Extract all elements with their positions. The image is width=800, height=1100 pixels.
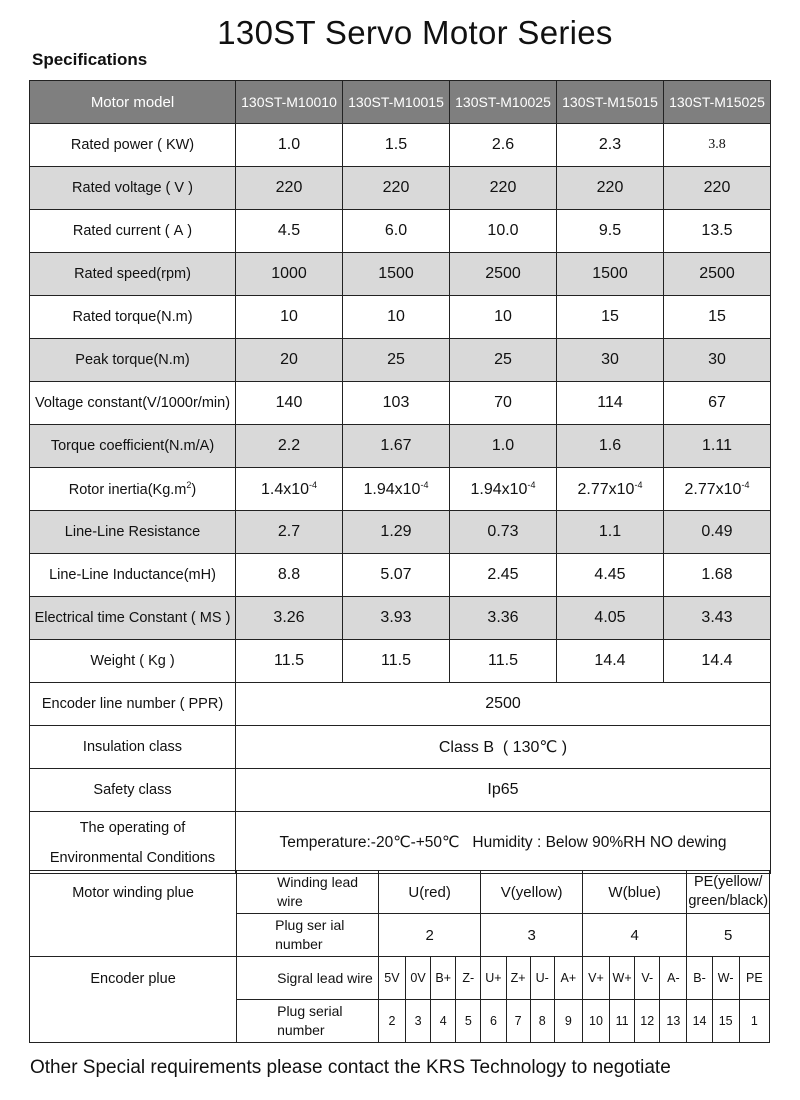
spec-label-text: Rotor inertia(Kg.m <box>68 482 187 498</box>
spec-row <box>30 210 771 253</box>
spec-label: Peak torque(N.m) <box>30 339 236 382</box>
spec-value: 1.68 <box>664 554 771 597</box>
spec-row <box>30 511 771 554</box>
spec-value: 13.5 <box>664 210 771 253</box>
winding-plug-number: 4 <box>582 914 687 957</box>
spec-value: 2.45 <box>450 554 557 597</box>
spec-value: 1.11 <box>664 425 771 468</box>
model-header: 130ST-M10010 <box>236 81 343 124</box>
encoder-plug-number: 11 <box>610 1000 635 1043</box>
encoder-wire: B+ <box>431 957 456 1000</box>
spec-value: 4.45 <box>557 554 664 597</box>
spec-value: 2.6 <box>450 124 557 167</box>
spec-value <box>557 468 664 511</box>
winding-wire: U(red) <box>378 871 481 914</box>
spec-value: 220 <box>450 167 557 210</box>
spec-row <box>30 468 771 511</box>
spec-value-base: 1.4x10 <box>260 480 310 498</box>
spec-value: 11.5 <box>343 640 450 683</box>
spec-value: 11.5 <box>450 640 557 683</box>
encoder-sub-label: Sigral lead wire <box>237 957 379 1000</box>
encoder-wire: V- <box>635 957 660 1000</box>
spec-table <box>29 80 771 874</box>
merged-value: Ip65 <box>236 769 771 812</box>
spec-label: Voltage constant(V/1000r/min) <box>30 382 236 425</box>
winding-wire: V(yellow) <box>481 871 583 914</box>
spec-value: 3.43 <box>664 597 771 640</box>
spec-label-end: ) <box>191 482 197 498</box>
merged-value: 2500 <box>236 683 771 726</box>
spec-value: 220 <box>343 167 450 210</box>
encoder-wire: A+ <box>554 957 582 1000</box>
spec-value: 220 <box>664 167 771 210</box>
environment-label <box>30 812 236 874</box>
spec-row <box>30 124 771 167</box>
spec-label: Electrical time Constant ( MS ) <box>30 597 236 640</box>
spec-value: 1500 <box>557 253 664 296</box>
winding-plug-number: 2 <box>378 914 481 957</box>
spec-label: Weight ( Kg ) <box>30 640 236 683</box>
spec-value <box>664 468 771 511</box>
encoder-wire: 5V <box>378 957 405 1000</box>
encoder-wire: 0V <box>406 957 431 1000</box>
encoder-plug-number: 14 <box>687 1000 712 1043</box>
spec-value: 2.3 <box>557 124 664 167</box>
spec-row <box>30 339 771 382</box>
spec-value-exp: -4 <box>741 479 750 490</box>
spec-value: 10.0 <box>450 210 557 253</box>
spec-value: 8.8 <box>236 554 343 597</box>
merged-row <box>30 683 771 726</box>
spec-value: 3.93 <box>343 597 450 640</box>
environment-value: Temperature:-20℃-+50℃ Humidity : Below 90%RH NO dewing <box>236 812 771 874</box>
spec-label: Line-Line Inductance(mH) <box>30 554 236 597</box>
spec-value-exp: -4 <box>634 479 643 490</box>
header-row <box>30 81 771 124</box>
spec-row <box>30 640 771 683</box>
spec-label-sup: 2 <box>186 480 192 490</box>
spec-value: 1.5 <box>343 124 450 167</box>
spec-value: 2.7 <box>236 511 343 554</box>
encoder-row <box>30 957 770 1000</box>
encoder-plug-number: 8 <box>530 1000 554 1043</box>
spec-value: 25 <box>450 339 557 382</box>
spec-value: 1.67 <box>343 425 450 468</box>
spec-row <box>30 167 771 210</box>
spec-value: 15 <box>557 296 664 339</box>
encoder-plug-number: 5 <box>456 1000 481 1043</box>
spec-value: 3.26 <box>236 597 343 640</box>
spec-row <box>30 597 771 640</box>
spec-value-base: 2.77x10 <box>684 480 742 498</box>
encoder-plug-number: 12 <box>635 1000 660 1043</box>
winding-label: Motor winding plue <box>30 871 237 957</box>
spec-label: Rated current ( A ) <box>30 210 236 253</box>
encoder-plug-number: 2 <box>378 1000 405 1043</box>
encoder-wire: A- <box>660 957 687 1000</box>
spec-value: 14.4 <box>664 640 771 683</box>
spec-label: Rated speed(rpm) <box>30 253 236 296</box>
spec-label: Rated voltage ( V ) <box>30 167 236 210</box>
spec-value: 5.07 <box>343 554 450 597</box>
merged-row <box>30 726 771 769</box>
encoder-wire: U- <box>530 957 554 1000</box>
spec-row <box>30 296 771 339</box>
model-header: 130ST-M15025 <box>664 81 771 124</box>
encoder-wire: U+ <box>481 957 506 1000</box>
encoder-plug-number: 15 <box>712 1000 739 1043</box>
spec-value <box>450 468 557 511</box>
encoder-wire: V+ <box>582 957 609 1000</box>
spec-label: Rated power ( KW) <box>30 124 236 167</box>
spec-value: 6.0 <box>343 210 450 253</box>
spec-value: 103 <box>343 382 450 425</box>
encoder-plug-number: 7 <box>506 1000 530 1043</box>
spec-value: 15 <box>664 296 771 339</box>
spec-value-exp: -4 <box>420 479 429 490</box>
encoder-label: Encoder plue <box>30 957 237 1043</box>
header-label: Motor model <box>30 81 236 124</box>
spec-value: 10 <box>236 296 343 339</box>
encoder-wire: Z+ <box>506 957 530 1000</box>
encoder-wire: PE <box>739 957 769 1000</box>
spec-label: Line-Line Resistance <box>30 511 236 554</box>
spec-row <box>30 382 771 425</box>
spec-value: 220 <box>236 167 343 210</box>
spec-value: 25 <box>343 339 450 382</box>
spec-value <box>343 468 450 511</box>
spec-value: 3.36 <box>450 597 557 640</box>
spec-value-base: 1.94x10 <box>363 480 421 498</box>
spec-value: 3.8 <box>664 124 771 167</box>
spec-value: 2.2 <box>236 425 343 468</box>
merged-label: Safety class <box>30 769 236 812</box>
winding-plug-number: 5 <box>687 914 770 957</box>
encoder-wire: B- <box>687 957 712 1000</box>
winding-sub-label: Plug ser ial number <box>237 914 379 957</box>
spec-value: 1.6 <box>557 425 664 468</box>
spec-value: 140 <box>236 382 343 425</box>
spec-value: 67 <box>664 382 771 425</box>
spec-value: 30 <box>557 339 664 382</box>
environment-row <box>30 812 771 874</box>
encoder-plug-number: 10 <box>582 1000 609 1043</box>
spec-row <box>30 253 771 296</box>
footer-note: Other Special requirements please contact the KRS Technology to negotiate <box>30 1057 671 1078</box>
spec-value-base: 1.94x10 <box>470 480 528 498</box>
spec-value: 1000 <box>236 253 343 296</box>
spec-value: 30 <box>664 339 771 382</box>
spec-value: 1500 <box>343 253 450 296</box>
model-header: 130ST-M15015 <box>557 81 664 124</box>
merged-value: Class B ( 130℃ ) <box>236 726 771 769</box>
winding-plug-number: 3 <box>481 914 583 957</box>
encoder-plug-number: 1 <box>739 1000 769 1043</box>
page-title: 130ST Servo Motor Series <box>217 14 613 51</box>
winding-row <box>30 871 770 914</box>
spec-value-base: 2.77x10 <box>577 480 635 498</box>
encoder-plug-number: 6 <box>481 1000 506 1043</box>
spec-value <box>236 468 343 511</box>
environment-label-line2: Environmental Conditions <box>49 849 216 866</box>
winding-wire: W(blue) <box>582 871 687 914</box>
model-header: 130ST-M10015 <box>343 81 450 124</box>
environment-label-line1: The operating of <box>79 819 186 836</box>
spec-value: 9.5 <box>557 210 664 253</box>
spec-label <box>30 468 236 511</box>
spec-value: 4.5 <box>236 210 343 253</box>
merged-label: Insulation class <box>30 726 236 769</box>
spec-value: 0.73 <box>450 511 557 554</box>
spec-value-exp: -4 <box>527 479 536 490</box>
encoder-plug-number: 4 <box>431 1000 456 1043</box>
spec-value: 10 <box>450 296 557 339</box>
spec-value: 1.1 <box>557 511 664 554</box>
spec-value: 14.4 <box>557 640 664 683</box>
merged-row <box>30 769 771 812</box>
spec-value: 1.29 <box>343 511 450 554</box>
spec-value: 4.05 <box>557 597 664 640</box>
spec-value: 2500 <box>664 253 771 296</box>
encoder-wire: W- <box>712 957 739 1000</box>
spec-value: 0.49 <box>664 511 771 554</box>
spec-value: 10 <box>343 296 450 339</box>
spec-value: 2500 <box>450 253 557 296</box>
spec-label: Rated torque(N.m) <box>30 296 236 339</box>
spec-label: Torque coefficient(N.m/A) <box>30 425 236 468</box>
spec-value: 70 <box>450 382 557 425</box>
spec-value: 11.5 <box>236 640 343 683</box>
winding-wire: PE(yellow/ green/black) <box>687 871 770 914</box>
encoder-sub-label: Plug serial number <box>237 1000 379 1043</box>
encoder-wire: W+ <box>610 957 635 1000</box>
spec-value: 20 <box>236 339 343 382</box>
merged-label: Encoder line number ( PPR) <box>30 683 236 726</box>
encoder-wire: Z- <box>456 957 481 1000</box>
spec-value-exp: -4 <box>309 479 318 490</box>
spec-value: 114 <box>557 382 664 425</box>
spec-value: 220 <box>557 167 664 210</box>
model-header: 130ST-M10025 <box>450 81 557 124</box>
encoder-plug-number: 13 <box>660 1000 687 1043</box>
spec-value: 1.0 <box>236 124 343 167</box>
spec-row <box>30 425 771 468</box>
spec-row <box>30 554 771 597</box>
encoder-plug-number: 9 <box>554 1000 582 1043</box>
encoder-plug-number: 3 <box>406 1000 431 1043</box>
spec-value: 1.0 <box>450 425 557 468</box>
winding-sub-label: Winding lead wire <box>237 871 379 914</box>
section-title: Specifications <box>32 50 148 69</box>
wiring-table <box>29 870 770 1043</box>
